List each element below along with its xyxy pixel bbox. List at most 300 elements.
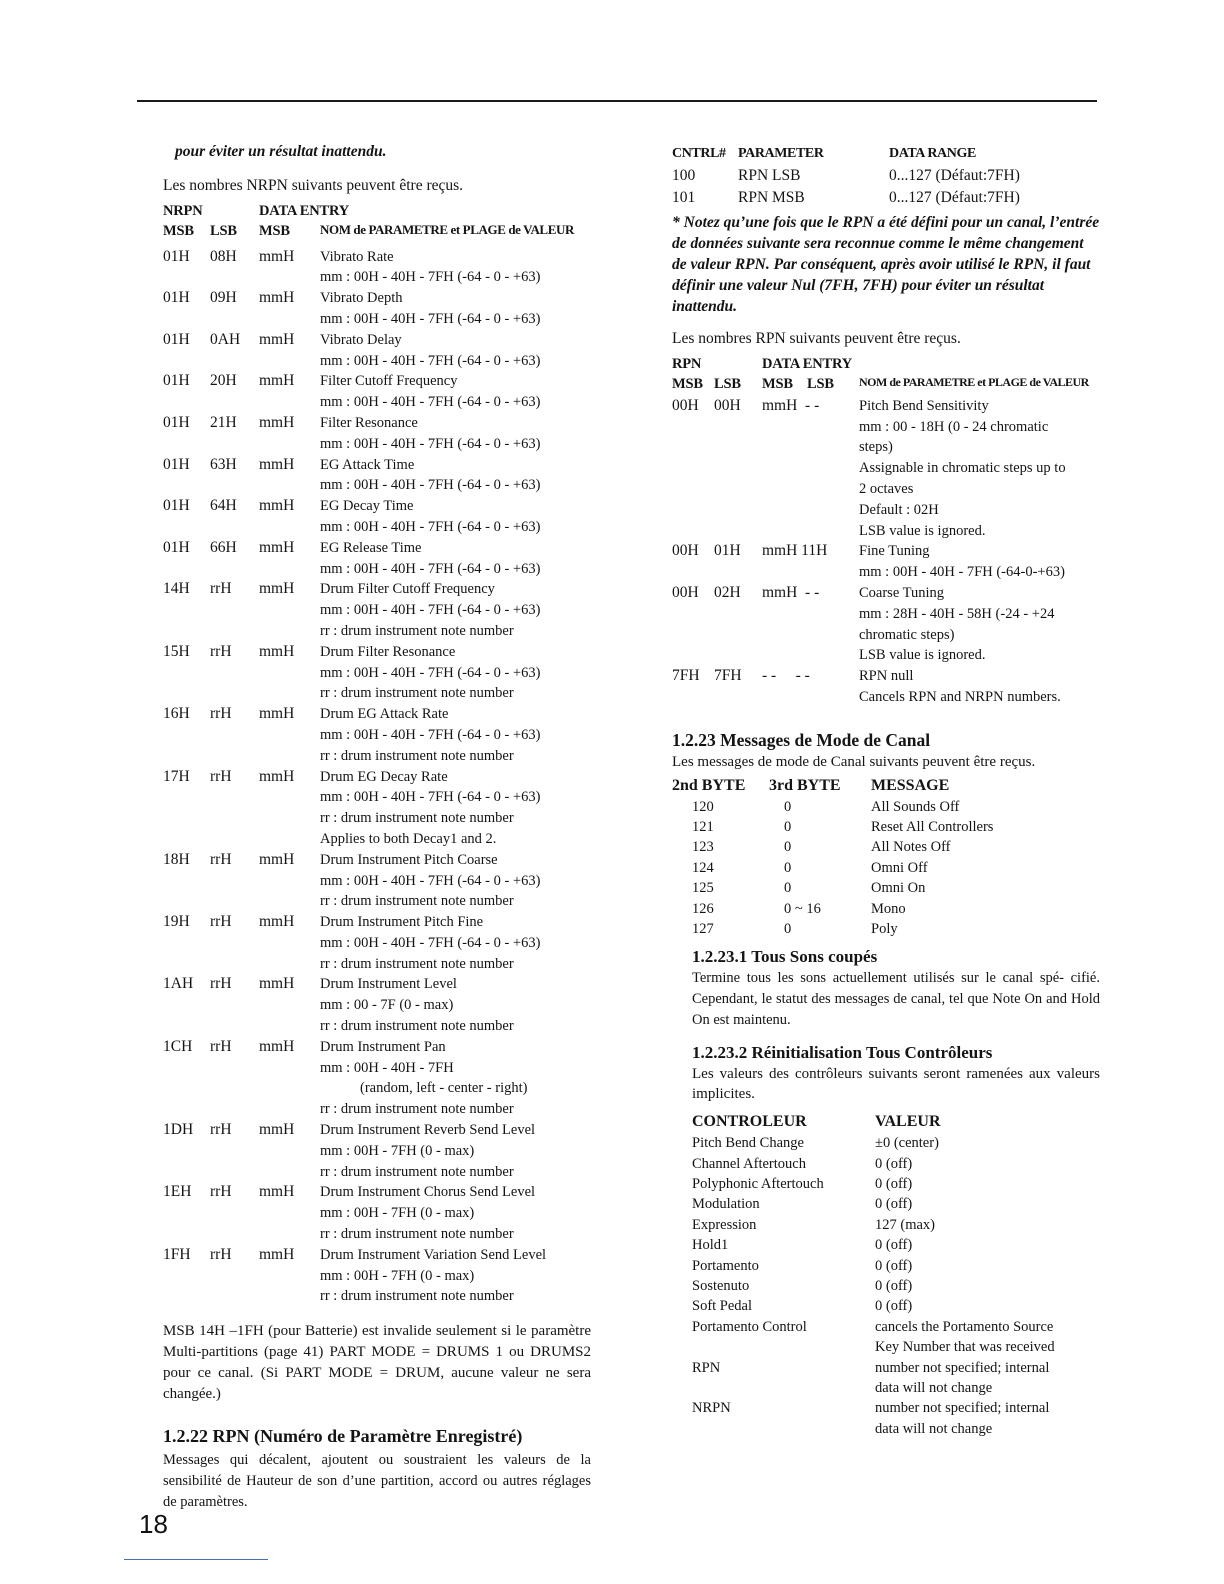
rpn-param-detail: mm : 28H - 40H - 58H (-24 - +24 (859, 605, 1055, 622)
nrpn-lsb: 66H (210, 538, 237, 556)
nrpn-param-lines (320, 579, 593, 641)
nrpn-param-lines (320, 850, 593, 912)
cntrl-header-range: DATA RANGE (889, 146, 976, 161)
mode-row (672, 899, 1104, 919)
nrpn-param-lines (320, 247, 593, 289)
nrpn-param-name: Drum Filter Resonance (320, 643, 456, 660)
rpn-heading: 1.2.22 RPN (Numéro de Paramètre Enregistré) (163, 1426, 523, 1447)
nrpn-param-lines (320, 413, 593, 455)
nrpn-param-lines (320, 767, 593, 850)
rpn-param-detail: mm : 00H - 40H - 7FH (-64-0-+63) (859, 564, 1065, 581)
mode-intro: Les messages de mode de Canal suivants peuvent être reçus. (672, 753, 1036, 770)
ctrl-value: 0 (off) (875, 1155, 913, 1172)
ctrl-header-ctrl: CONTROLEUR (692, 1113, 807, 1131)
rpn-param-name: RPN null (859, 668, 914, 685)
rpn-param-detail: mm : 00 - 18H (0 - 24 chromatic (859, 418, 1049, 435)
rpn-msb: 00H (672, 396, 699, 414)
nrpn-param-detail: mm : 00H - 40H - 7FH (-64 - 0 - +63) (320, 560, 541, 577)
nrpn-param-detail: rr : drum instrument note number (320, 1163, 514, 1180)
nrpn-row (163, 912, 593, 974)
ctrl-name: Modulation (692, 1196, 760, 1213)
nrpn-lsb: rrH (210, 767, 232, 785)
nrpn-param-lines (320, 912, 593, 974)
ctrl-value: 0 (off) (875, 1298, 913, 1315)
nrpn-param-detail: rr : drum instrument note number (320, 1226, 514, 1243)
cntrl-header-param: PARAMETER (738, 146, 824, 161)
ctrl-row (692, 1133, 1104, 1153)
nrpn-param-detail: mm : 00H - 40H - 7FH (-64 - 0 - +63) (320, 394, 541, 411)
nrpn-param-name: Drum Instrument Pan (320, 1038, 446, 1055)
nrpn-msb: 1EH (163, 1183, 192, 1201)
mode-row (672, 919, 1104, 939)
rpn-param-detail: LSB value is ignored. (859, 522, 986, 539)
nrpn-param-detail: mm : 00H - 40H - 7FH (-64 - 0 - +63) (320, 664, 541, 681)
nrpn-param-detail: rr : drum instrument note number (320, 747, 514, 764)
ctrl-row (692, 1235, 1104, 1255)
rpn-msb-header: MSB (672, 375, 703, 392)
nrpn-param-name: Drum Instrument Reverb Send Level (320, 1122, 536, 1139)
mode-row (672, 878, 1104, 898)
nrpn-header-row1 (163, 201, 593, 221)
nrpn-data: mmH (259, 1121, 295, 1139)
ctrl-values (875, 1276, 1104, 1296)
rpn-row (672, 666, 1104, 708)
rpn-header-row2 (672, 374, 1104, 396)
nrpn-param-name: Drum Instrument Chorus Send Level (320, 1184, 536, 1201)
ctrl-name: Polyphonic Aftertouch (692, 1176, 824, 1193)
mode-header-msg: MESSAGE (871, 776, 950, 794)
nrpn-data: mmH (259, 330, 295, 348)
nrpn-data: mmH (259, 913, 295, 931)
msb-note: MSB 14H –1FH (pour Batterie) est invalide seulement si le paramètre Multi-partitions (page 41) PART MODE = DRUMS 1 ou DRUMS2 pour ce canal. (Si PART MODE = DRUM, aucune valeur ne sera changée.) (163, 1323, 591, 1402)
nrpn-row (163, 538, 593, 580)
nrpn-param-detail: mm : 00H - 40H - 7FH (-64 - 0 - +63) (320, 352, 541, 369)
nrpn-row (163, 1182, 593, 1244)
rpn-data: mmH - - (762, 583, 820, 601)
nrpn-intro: Les nombres NRPN suivants peuvent être reçus. (163, 176, 464, 194)
nrpn-row (163, 330, 593, 372)
nrpn-param-lines (320, 288, 593, 330)
rpn-header-row1 (672, 354, 1104, 374)
nrpn-lsb: 09H (210, 289, 237, 307)
ctrl-name: Sostenuto (692, 1278, 750, 1294)
nrpn-param-lines (320, 496, 593, 538)
nrpn-msb: 01H (163, 497, 190, 515)
mode-message: Reset All Controllers (871, 818, 994, 835)
nrpn-param-lines (320, 1182, 593, 1244)
cntrl-table (672, 166, 1104, 210)
mode-byte2: 123 (692, 839, 714, 856)
ctrl-values (875, 1174, 1104, 1194)
nrpn-param-name: Drum Instrument Level (320, 976, 457, 993)
mode-byte3: 0 ~ 16 (784, 900, 821, 917)
mode-heading: 1.2.23 Messages de Mode de Canal (672, 729, 931, 750)
ctrl-value: 127 (max) (875, 1216, 935, 1233)
rpn-lsb: 02H (714, 583, 741, 601)
msb-header: MSB (163, 222, 194, 239)
nrpn-data: mmH (259, 580, 295, 598)
section-1-heading: 1.2.23.1 Tous Sons coupés (692, 947, 878, 967)
ctrl-name: Pitch Bend Change (692, 1135, 804, 1152)
mode-message: Omni Off (871, 859, 928, 876)
intro-italic: pour éviter un résultat inattendu. (175, 143, 387, 160)
param-header: NOM de PARAMETRE et PLAGE de VALEUR (320, 221, 574, 237)
rpn-param-detail: 2 octaves (859, 480, 914, 497)
mode-header-b2: 2nd BYTE (672, 776, 746, 794)
nrpn-lsb: 21H (210, 413, 237, 431)
nrpn-param-detail: (random, left - center - right) (360, 1080, 528, 1097)
nrpn-msb: 19H (163, 913, 190, 931)
nrpn-lsb: rrH (210, 1183, 232, 1201)
ctrl-value: ±0 (center) (875, 1135, 939, 1152)
nrpn-row (163, 288, 593, 330)
nrpn-param-name: Drum Instrument Variation Send Level (320, 1246, 547, 1263)
nrpn-row (163, 642, 593, 704)
nrpn-param-detail: mm : 00 - 7F (0 - max) (320, 997, 454, 1014)
nrpn-lsb: rrH (210, 642, 232, 660)
mode-byte2: 127 (692, 920, 714, 937)
nrpn-param-name: Vibrato Rate (320, 248, 394, 265)
bottom-rule (124, 1559, 268, 1560)
nrpn-param-detail: rr : drum instrument note number (320, 810, 514, 827)
ctrl-row (692, 1215, 1104, 1235)
nrpn-param-name: EG Attack Time (320, 456, 415, 473)
mode-byte2: 125 (692, 880, 714, 897)
rpn-msb: 00H (672, 583, 699, 601)
nrpn-data: mmH (259, 1037, 295, 1055)
rpn-lsb-header: LSB (714, 375, 741, 392)
nrpn-param-lines (320, 1037, 593, 1120)
ctrl-value: 0 (off) (875, 1278, 913, 1294)
rpn-lsb: 7FH (714, 667, 742, 685)
nrpn-header-row2 (163, 221, 593, 245)
nrpn-header-label: NRPN (163, 202, 203, 219)
cntrl-num: 100 (672, 167, 696, 184)
ctrl-values (875, 1398, 1104, 1439)
mode-byte2: 121 (692, 818, 714, 835)
nrpn-param-detail: mm : 00H - 40H - 7FH (-64 - 0 - +63) (320, 934, 541, 951)
ctrl-row (692, 1154, 1104, 1174)
left-column (163, 142, 593, 1513)
cntrl-param: RPN MSB (738, 189, 805, 206)
nrpn-data: mmH (259, 705, 295, 723)
nrpn-data: mmH (259, 372, 295, 390)
section-2-text: Les valeurs des contrôleurs suivants seront ramenées aux valeurs implicites. (692, 1065, 1100, 1103)
mode-table (672, 797, 1104, 940)
ctrl-values (875, 1154, 1104, 1174)
mode-message: Mono (871, 900, 906, 917)
nrpn-param-lines (320, 455, 593, 497)
nrpn-row (163, 579, 593, 641)
mode-byte2: 124 (692, 859, 714, 876)
ctrl-name: Expression (692, 1216, 757, 1233)
ctrl-value: data will not change (875, 1420, 993, 1437)
nrpn-msb: 01H (163, 289, 190, 307)
ctrl-value: number not specified; internal (875, 1400, 1050, 1417)
nrpn-data: mmH (259, 497, 295, 515)
nrpn-param-detail: rr : drum instrument note number (320, 1101, 514, 1118)
mode-byte3: 0 (784, 920, 792, 937)
rpn-msb: 7FH (672, 667, 700, 685)
nrpn-row (163, 1245, 593, 1307)
nrpn-data: mmH (259, 1245, 295, 1263)
cntrl-range: 0...127 (Défaut:7FH) (889, 189, 1020, 206)
rpn-row (672, 583, 1104, 666)
rpn-msb2-header: MSB (762, 375, 793, 392)
rpn-row (672, 396, 1104, 542)
mode-header (672, 775, 1104, 797)
nrpn-param-detail: mm : 00H - 40H - 7FH (-64 - 0 - +63) (320, 789, 541, 806)
rpn-param-header: NOM de PARAMETRE et PLAGE de VALEUR (859, 374, 1089, 389)
ctrl-row (692, 1174, 1104, 1194)
rpn-param-lines (859, 583, 1104, 666)
nrpn-param-detail: rr : drum instrument note number (320, 893, 514, 910)
data-entry-header: DATA ENTRY (259, 202, 350, 219)
nrpn-lsb: 08H (210, 247, 237, 265)
nrpn-msb: 01H (163, 372, 190, 390)
ctrl-value: Key Number that was received (875, 1339, 1055, 1356)
nrpn-msb: 15H (163, 642, 190, 660)
nrpn-row (163, 767, 593, 850)
mode-row (672, 858, 1104, 878)
nrpn-row (163, 974, 593, 1036)
ctrl-value: 0 (off) (875, 1196, 913, 1213)
ctrl-name: Soft Pedal (692, 1298, 753, 1315)
rpn-param-lines (859, 666, 1104, 708)
rpn-param-lines (859, 396, 1104, 542)
nrpn-lsb: rrH (210, 580, 232, 598)
rpn-lsb2-header: LSB (807, 375, 834, 392)
rpn-param-detail: steps) (859, 439, 893, 456)
rpn-param-detail: Assignable in chromatic steps up to (859, 460, 1066, 477)
ctrl-row (692, 1296, 1104, 1316)
nrpn-msb: 17H (163, 767, 190, 785)
mode-byte3: 0 (784, 818, 792, 835)
nrpn-lsb: rrH (210, 850, 232, 868)
rpn-lsb: 00H (714, 396, 741, 414)
rpn-note: * Notez qu’une fois que le RPN a été défini pour un canal, l’entrée de données suivante sera reconnue comme le même changement de valeur RPN. Par conséquent, après avoir utilisé le RPN, il faut définir une valeur Nul (7FH, 7FH) pour éviter un résultat inattendu. (672, 214, 1100, 315)
rpn-param-detail: Default : 02H (859, 501, 939, 518)
nrpn-param-lines (320, 704, 593, 766)
nrpn-param-name: Drum EG Attack Rate (320, 706, 449, 723)
nrpn-msb: 1AH (163, 975, 194, 993)
rpn-lsb: 01H (714, 542, 741, 560)
rpn-header-label: RPN (672, 355, 702, 372)
nrpn-param-detail: mm : 00H - 40H - 7FH (-64 - 0 - +63) (320, 602, 541, 619)
mode-message: All Notes Off (871, 839, 951, 856)
nrpn-msb: 01H (163, 455, 190, 473)
mode-message: All Sounds Off (871, 798, 960, 815)
mode-byte3: 0 (784, 880, 792, 897)
nrpn-param-detail: rr : drum instrument note number (320, 1018, 514, 1035)
nrpn-param-detail: mm : 00H - 40H - 7FH (-64 - 0 - +63) (320, 477, 541, 494)
cntrl-range: 0...127 (Défaut:7FH) (889, 167, 1020, 184)
ctrl-values (875, 1256, 1104, 1276)
nrpn-param-name: Drum Instrument Pitch Coarse (320, 851, 498, 868)
cntrl-header-num: CNTRL# (672, 146, 726, 161)
nrpn-param-detail: mm : 00H - 40H - 7FH (320, 1059, 454, 1076)
rpn-data-entry-header: DATA ENTRY (762, 355, 853, 372)
cntrl-header (672, 146, 1104, 166)
nrpn-data: mmH (259, 289, 295, 307)
nrpn-param-detail: mm : 00H - 40H - 7FH (-64 - 0 - +63) (320, 269, 541, 286)
ctrl-values (875, 1296, 1104, 1316)
nrpn-param-detail: mm : 00H - 40H - 7FH (-64 - 0 - +63) (320, 435, 541, 452)
cntrl-row (672, 188, 1104, 210)
rpn-data: mmH - - (762, 396, 820, 414)
nrpn-param-detail: mm : 00H - 40H - 7FH (-64 - 0 - +63) (320, 872, 541, 889)
nrpn-param-detail: rr : drum instrument note number (320, 622, 514, 639)
nrpn-row (163, 1120, 593, 1182)
mode-message: Omni On (871, 880, 926, 897)
lsb-header: LSB (210, 222, 237, 239)
nrpn-msb: 18H (163, 850, 190, 868)
nrpn-msb: 01H (163, 538, 190, 556)
nrpn-row (163, 850, 593, 912)
nrpn-param-detail: Applies to both Decay1 and 2. (320, 830, 497, 847)
nrpn-param-lines (320, 642, 593, 704)
nrpn-data: mmH (259, 247, 295, 265)
nrpn-param-detail: mm : 00H - 7FH (0 - max) (320, 1267, 475, 1284)
nrpn-lsb: 0AH (210, 330, 241, 348)
nrpn-param-lines (320, 538, 593, 580)
ctrl-value: 0 (off) (875, 1257, 913, 1274)
mode-message: Poly (871, 920, 898, 937)
ctrl-name: NRPN (692, 1400, 731, 1417)
ctrl-row (692, 1358, 1104, 1399)
ctrl-values (875, 1133, 1104, 1153)
ctrl-row (692, 1256, 1104, 1276)
nrpn-param-detail: rr : drum instrument note number (320, 1288, 514, 1305)
rpn-table (672, 396, 1104, 708)
nrpn-row (163, 704, 593, 766)
nrpn-table (163, 247, 593, 1308)
ctrl-header-val: VALEUR (875, 1113, 941, 1131)
nrpn-data: mmH (259, 642, 295, 660)
nrpn-row (163, 371, 593, 413)
nrpn-row (163, 496, 593, 538)
rpn-param-lines (859, 541, 1104, 583)
nrpn-data: mmH (259, 767, 295, 785)
nrpn-param-name: Filter Resonance (320, 414, 418, 431)
page-number: 18 (139, 1509, 168, 1539)
nrpn-param-detail: rr : drum instrument note number (320, 685, 514, 702)
rpn-param-detail: Cancels RPN and NRPN numbers. (859, 688, 1061, 705)
rpn-row (672, 541, 1104, 583)
nrpn-param-name: Filter Cutoff Frequency (320, 373, 458, 390)
nrpn-param-lines (320, 974, 593, 1036)
nrpn-param-detail: rr : drum instrument note number (320, 955, 514, 972)
rpn-msb: 00H (672, 542, 699, 560)
ctrl-value: number not specified; internal (875, 1359, 1050, 1376)
nrpn-param-lines (320, 371, 593, 413)
ctrl-value: cancels the Portamento Source (875, 1318, 1054, 1335)
ctrl-row (692, 1398, 1104, 1439)
top-rule (137, 100, 1097, 102)
rpn-param-detail: LSB value is ignored. (859, 647, 986, 664)
nrpn-row (163, 247, 593, 289)
msb2-header: MSB (259, 222, 290, 239)
nrpn-param-name: Drum Instrument Pitch Fine (320, 914, 484, 931)
ctrl-header (692, 1111, 1104, 1133)
ctrl-name: Portamento (692, 1257, 759, 1274)
nrpn-msb: 16H (163, 705, 190, 723)
nrpn-lsb: rrH (210, 1037, 232, 1055)
nrpn-lsb: 64H (210, 497, 237, 515)
nrpn-data: mmH (259, 1183, 295, 1201)
nrpn-param-name: Vibrato Depth (320, 290, 403, 307)
rpn-param-name: Fine Tuning (859, 543, 930, 560)
mode-byte2: 126 (692, 900, 714, 917)
nrpn-param-name: Vibrato Delay (320, 331, 402, 348)
nrpn-lsb: 20H (210, 372, 237, 390)
nrpn-lsb: rrH (210, 1245, 232, 1263)
mode-byte2: 120 (692, 798, 714, 815)
nrpn-data: mmH (259, 413, 295, 431)
mode-byte3: 0 (784, 798, 792, 815)
nrpn-lsb: 63H (210, 455, 237, 473)
cntrl-row (672, 166, 1104, 188)
section-2-heading: 1.2.23.2 Réinitialisation Tous Contrôleurs (692, 1042, 993, 1062)
mode-row (672, 817, 1104, 837)
nrpn-param-name: Drum EG Decay Rate (320, 768, 448, 785)
nrpn-msb: 01H (163, 247, 190, 265)
right-column (672, 146, 1104, 1439)
nrpn-param-name: Drum Filter Cutoff Frequency (320, 581, 495, 598)
nrpn-msb: 14H (163, 580, 190, 598)
rpn-description: Messages qui décalent, ajoutent ou soustraient les valeurs de la sensibilité de Hauteur de son d’une partition, accord ou autres réglages de paramètres. (163, 1452, 591, 1511)
ctrl-name: Channel Aftertouch (692, 1155, 806, 1172)
nrpn-data: mmH (259, 538, 295, 556)
nrpn-msb: 1DH (163, 1121, 194, 1139)
nrpn-lsb: rrH (210, 975, 232, 993)
nrpn-param-name: EG Release Time (320, 539, 422, 556)
nrpn-param-detail: mm : 00H - 40H - 7FH (-64 - 0 - +63) (320, 518, 541, 535)
ctrl-name: RPN (692, 1359, 721, 1376)
ctrl-row (692, 1194, 1104, 1214)
nrpn-lsb: rrH (210, 705, 232, 723)
nrpn-param-detail: mm : 00H - 40H - 7FH (-64 - 0 - +63) (320, 310, 541, 327)
nrpn-row (163, 1037, 593, 1120)
cntrl-param: RPN LSB (738, 167, 801, 184)
nrpn-lsb: rrH (210, 913, 232, 931)
nrpn-param-lines (320, 1120, 593, 1182)
ctrl-values (875, 1358, 1104, 1399)
nrpn-param-detail: mm : 00H - 40H - 7FH (-64 - 0 - +63) (320, 726, 541, 743)
rpn-param-detail: chromatic steps) (859, 626, 955, 643)
ctrl-row (692, 1276, 1104, 1296)
mode-byte3: 0 (784, 859, 792, 876)
ctrl-values (875, 1317, 1104, 1358)
nrpn-param-lines (320, 330, 593, 372)
nrpn-row (163, 413, 593, 455)
rpn-intro: Les nombres RPN suivants peuvent être reçus. (672, 330, 961, 347)
ctrl-value: data will not change (875, 1379, 993, 1396)
nrpn-data: mmH (259, 455, 295, 473)
nrpn-param-name: EG Decay Time (320, 498, 414, 515)
rpn-param-name: Coarse Tuning (859, 584, 945, 601)
nrpn-param-detail: mm : 00H - 7FH (0 - max) (320, 1205, 475, 1222)
nrpn-msb: 1FH (163, 1245, 191, 1263)
nrpn-msb: 1CH (163, 1037, 193, 1055)
nrpn-row (163, 455, 593, 497)
ctrl-value: 0 (off) (875, 1237, 913, 1254)
ctrl-row (692, 1317, 1104, 1358)
cntrl-num: 101 (672, 189, 696, 206)
rpn-data: - - - - (762, 667, 810, 685)
mode-row (672, 797, 1104, 817)
mode-row (672, 837, 1104, 857)
